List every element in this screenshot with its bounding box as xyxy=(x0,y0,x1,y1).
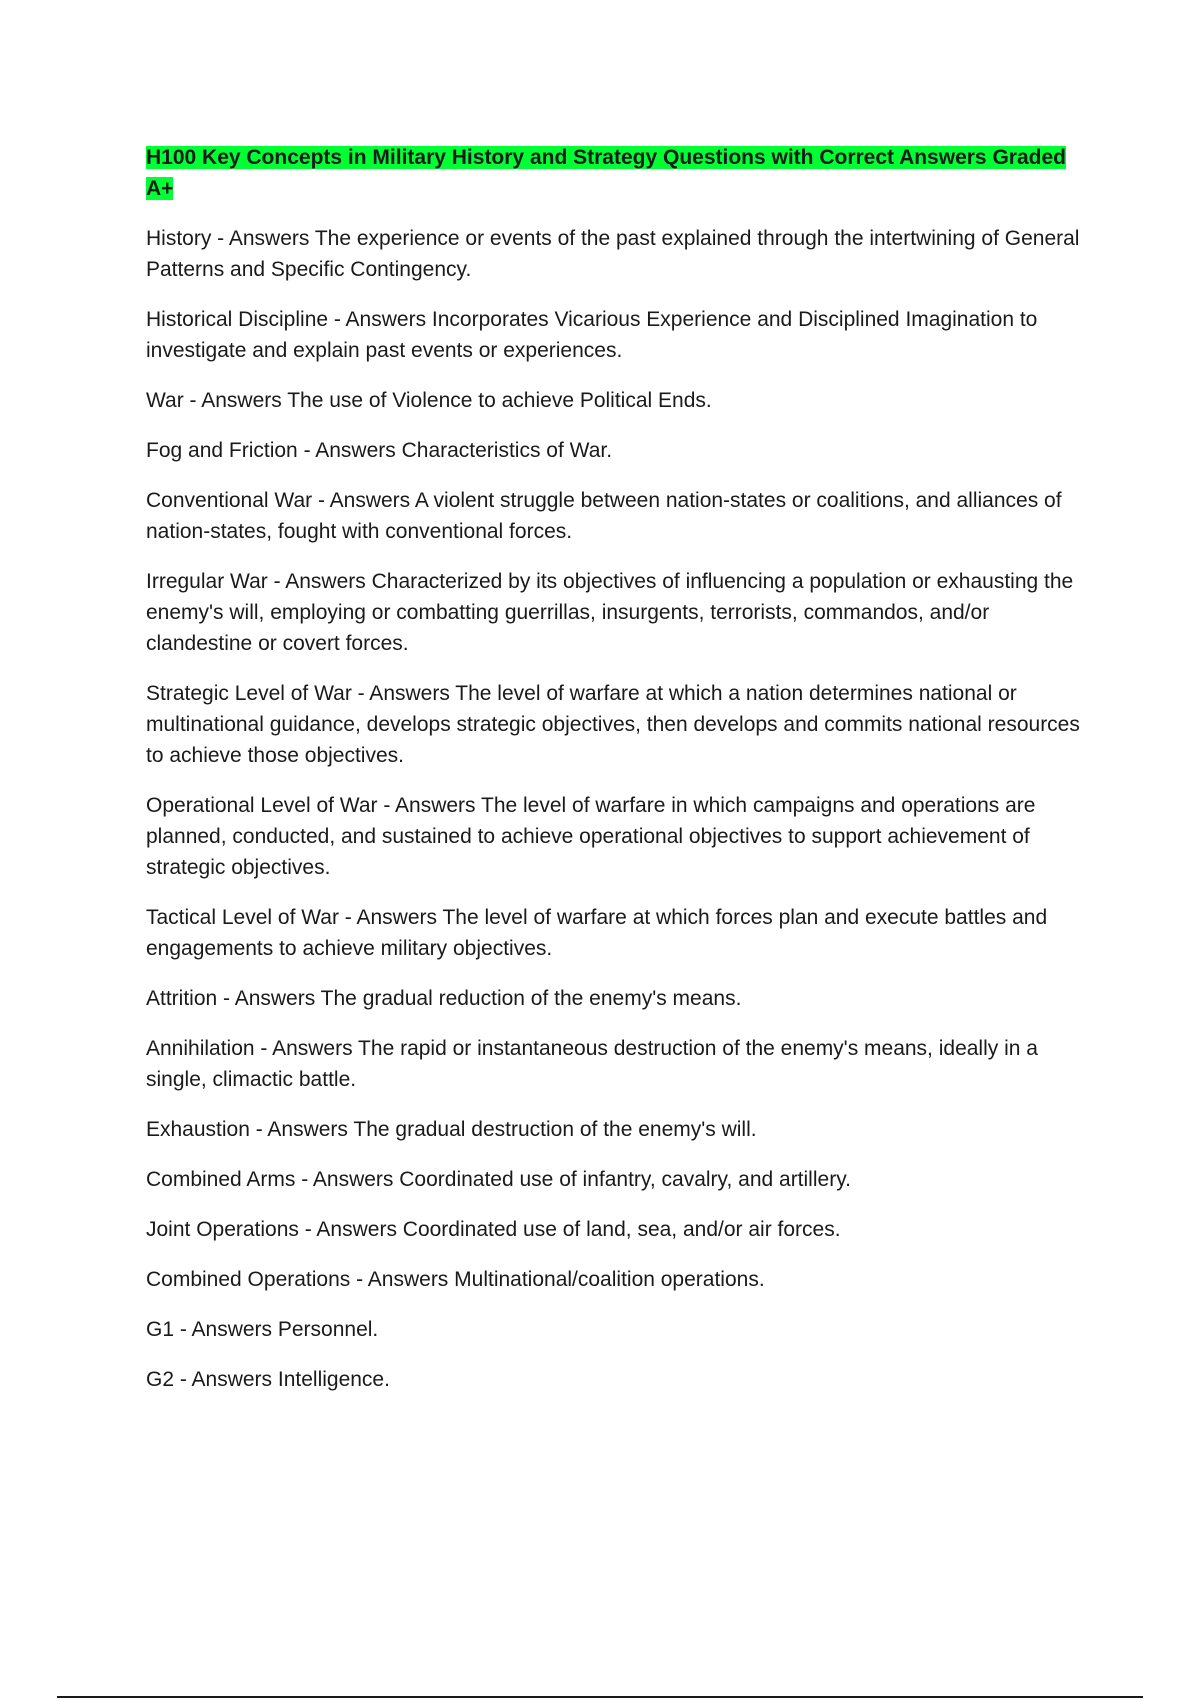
document-title-text: H100 Key Concepts in Military History and Strategy Questions with Correct Answers Graded A+ xyxy=(146,146,1066,200)
qa-item-historical-discipline: Historical Discipline - Answers Incorporates Vicarious Experience and Disciplined Imagination to investigate and explain past events or experiences. xyxy=(146,308,1038,362)
qa-item-attrition: Attrition - Answers The gradual reduction of the enemy's means. xyxy=(146,987,742,1010)
qa-item-annihilation: Annihilation - Answers The rapid or instantaneous destruction of the enemy's means, ideally in a single, climactic battle. xyxy=(146,1037,1038,1091)
qa-item-history: History - Answers The experience or events of the past explained through the intertwining of General Patterns and Specific Contingency. xyxy=(146,227,1080,281)
qa-item-combined-arms: Combined Arms - Answers Coordinated use of infantry, cavalry, and artillery. xyxy=(146,1168,851,1191)
qa-item-strategic-level: Strategic Level of War - Answers The level of warfare at which a nation determines national or multinational guidance, develops strategic objectives, then develops and commits national resources to achieve those objectives. xyxy=(146,682,1080,767)
qa-item-g2: G2 - Answers Intelligence. xyxy=(146,1368,390,1391)
document-title xyxy=(146,142,1096,204)
qa-item-operational-level: Operational Level of War - Answers The level of warfare in which campaigns and operations are planned, conducted, and sustained to achieve operational objectives to support achievement of strategic objectives. xyxy=(146,794,1036,879)
qa-item-conventional-war: Conventional War - Answers A violent struggle between nation-states or coalitions, and alliances of nation-states, fought with conventional forces. xyxy=(146,489,1062,543)
qa-item-g1: G1 - Answers Personnel. xyxy=(146,1318,379,1341)
qa-item-fog-and-friction: Fog and Friction - Answers Characteristics of War. xyxy=(146,439,613,462)
page-footer-rule xyxy=(57,1696,1143,1698)
document-page xyxy=(146,142,1096,1414)
qa-item-combined-operations: Combined Operations - Answers Multinational/coalition operations. xyxy=(146,1268,765,1291)
qa-item-tactical-level: Tactical Level of War - Answers The level of warfare at which forces plan and execute battles and engagements to achieve military objectives. xyxy=(146,906,1048,960)
qa-item-exhaustion: Exhaustion - Answers The gradual destruction of the enemy's will. xyxy=(146,1118,757,1141)
qa-item-war: War - Answers The use of Violence to achieve Political Ends. xyxy=(146,389,712,412)
qa-item-joint-operations: Joint Operations - Answers Coordinated use of land, sea, and/or air forces. xyxy=(146,1218,841,1241)
qa-item-irregular-war: Irregular War - Answers Characterized by its objectives of influencing a population or exhausting the enemy's will, employing or combatting guerrillas, insurgents, terrorists, commandos, and/or clandestine or covert forces. xyxy=(146,570,1074,655)
